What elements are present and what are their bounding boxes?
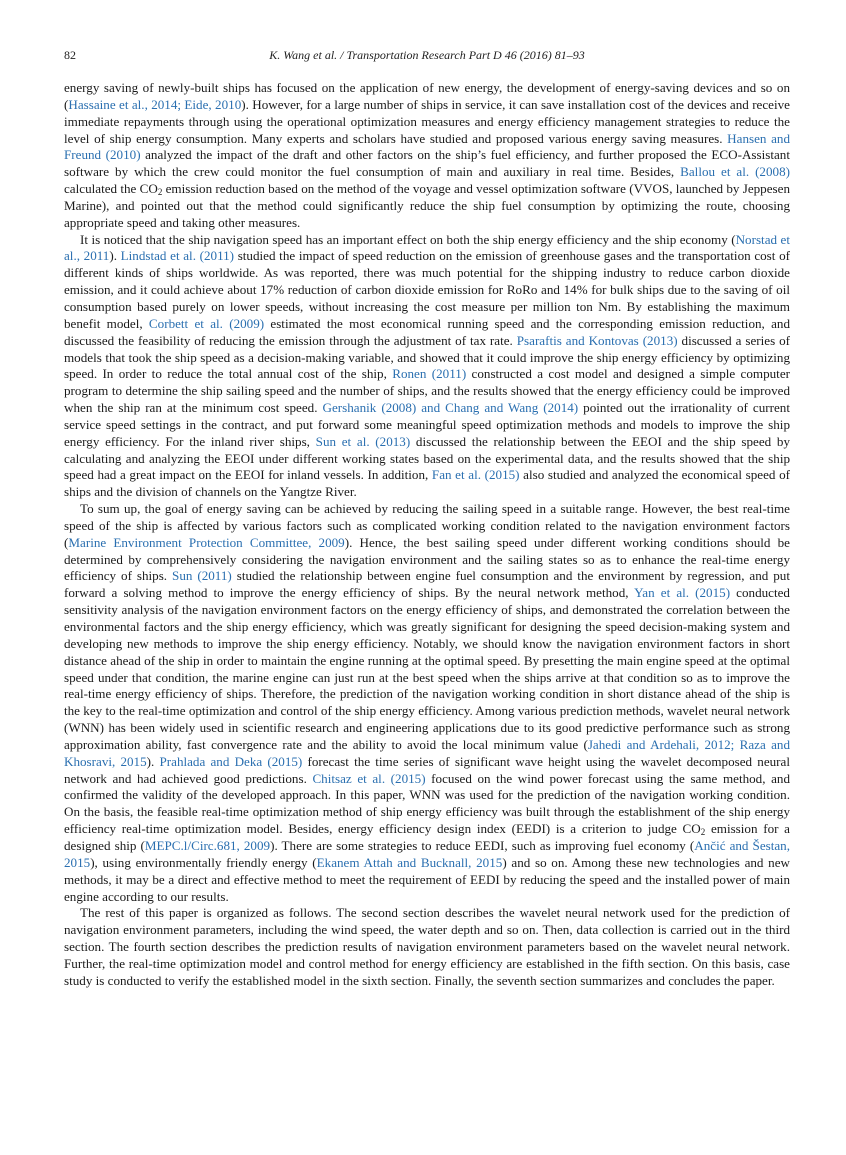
citation-link[interactable]: Yan et al. (2015) xyxy=(634,585,731,601)
text-run: emission reduction based on the method of the voyage and vessel optimization software (VVOS, launched by Jeppesen Marine), and pointed out that the method could significantly reduce the ship fuel consumption by optimizing the route, choosing appropriate speed and taking other measures. xyxy=(64,181,790,230)
citation-link[interactable]: Chitsaz et al. (2015) xyxy=(312,770,426,786)
text-run: ). xyxy=(146,753,160,769)
citation-link[interactable]: Hassaine et al., 2014; Eide, 2010 xyxy=(68,96,242,112)
citation-link[interactable]: Norstad et al., 2011 xyxy=(64,231,790,264)
citation-link[interactable]: Prahlada and Deka (2015) xyxy=(159,753,303,769)
text-run: studied the impact of speed reduction on the emission of greenhouse gases and the transportation cost of different kinds of ships worldwide. As was reported, there was much potential for the shipping industry to reduce carbon dioxide emission, and it could achieve about 17% reduction of carbon dioxide emission for RoRo and 14% for bulk ships due to the saving of oil consumption based purely on lower speeds, without increasing the cost measure per million ton Nm. By establishing the maximum benefit model, xyxy=(64,248,790,331)
text-run: energy saving of newly-built ships has focused on the application of new energy, the development of energy-saving devices and so on ( xyxy=(64,80,790,112)
text-run: discussed the relationship between the EEOI and the ship speed by calculating and analyzing the EEOI under different working states based on the experimental data, and the results showed that the ship speed had a great impact on the EEOI for inland vessels. In addition, xyxy=(64,433,791,483)
citation-link[interactable]: Sun et al. (2013) xyxy=(315,433,411,449)
text-run: constructed a cost model and designed a simple computer program to determine the ship sailing speed and the number of ships, and the results showed that the energy efficiency could be improved when the ship ran at the minimum cost speed. xyxy=(64,366,790,416)
citation-link[interactable]: Psaraftis and Kontovas (2013) xyxy=(516,332,678,348)
text-run: It is noticed that the ship navigation speed has an important effect on both the ship energy efficiency and the ship economy ( xyxy=(80,231,736,247)
citation-link[interactable]: MEPC.l/Circ.681, 2009 xyxy=(144,837,271,853)
citation-link[interactable]: Ančić and Šestan, 2015 xyxy=(64,837,791,870)
text-run: ). Hence, the best sailing speed under different working conditions should be determined by comprehensively considering the navigation environment and the sailing states so as to enhance the real-time energy efficiency of ships. xyxy=(64,534,790,584)
text-run: The rest of this paper is organized as follows. The second section describes the wavelet neural network used for the prediction of navigation environment parameters, including the wind speed, the water depth and so on. Then, data collection is carried out in the third section. The fourth section describes the prediction results of navigation environment parameters based on the wavelet neural network. Further, the real-time optimization model and control method for energy efficiency are established in the fifth section. On this basis, case study is conducted to verify the established model in the sixth section. Finally, the seventh section summarizes and concludes the paper. xyxy=(64,905,790,988)
text-run: ), using environmentally friendly energy ( xyxy=(90,854,317,870)
text-run: studied the relationship between engine fuel consumption and the environment by regression, and put forward a solving method to improve the energy efficiency of ships. By the neural network method, xyxy=(64,568,790,601)
page-header xyxy=(64,48,790,66)
paragraph-1 xyxy=(64,80,790,232)
text-run: pointed out the irrationality of current service speed settings in the contract, and put forward some meaningful speed optimization methods and models to improve the ship energy efficiency. For the inland river ships, xyxy=(64,400,790,449)
subscript: 2 xyxy=(157,187,163,198)
text-run: also studied and analyzed the economical speed of ships and the division of channels on the Yangtze River. xyxy=(64,467,790,500)
text-run: conducted sensitivity analysis of the navigation environment factors on the energy efficiency of ships, and demonstrated the correlation between the environmental factors and the ship energy efficiency, which was greatly significant for designing the speed decision-making system and developing new methods to improve the ship energy efficiency. Notably, we should know the navigation environment factors in short distance ahead of the ship in order to maintain the engine running at the optimal speed. By presetting the main engine speed at the optimal speed under that condition, the marine engine can just run at the best speed when the ships arrive at that condition so as to improve the real-time energy efficiency of ships. Therefore, the prediction of the navigation working condition in short distance ahead of the ship is the key to the real-time optimization and control of the ship energy efficiency. Among various prediction methods, wavelet neural network (WNN) has been widely used in scientific research and engineering applications due to its good predictive performance such as strong approximation ability, fast convergence rate and the ability to avoid the local minimum value ( xyxy=(64,585,790,752)
subscript: 2 xyxy=(700,827,706,838)
text-run: analyzed the impact of the draft and other factors on the ship’s fuel efficiency, and further proposed the ECO-Assistant software by which the crew could monitor the fuel consumption of main and auxiliary in real time. Besides, xyxy=(64,147,790,180)
text-run: ). However, for a large number of ships in service, it can save installation cost of the devices and receive immediate repayments through using the operational optimization measures and energy efficiency management strategies to reduce the level of ship energy consumption. Many experts and scholars have studied and proposed various energy saving measures. xyxy=(64,96,790,146)
page-number: 82 xyxy=(64,48,76,62)
text-run: estimated the most economical running speed and the corresponding emission reduction, and discussed the feasibility of reducing the emission through the adjustment of tax rate. xyxy=(64,315,790,348)
citation-link[interactable]: Fan et al. (2015) xyxy=(431,467,520,483)
text-run: calculated the CO xyxy=(64,181,158,197)
text-run: ). xyxy=(109,248,121,264)
citation-link[interactable]: Sun (2011) xyxy=(172,568,232,584)
citation-link[interactable]: Ballou et al. (2008) xyxy=(680,164,790,180)
running-title: K. Wang et al. / Transportation Research Part D 46 (2016) 81–93 xyxy=(269,48,585,62)
citation-link[interactable]: Ronen (2011) xyxy=(392,366,467,382)
article-body xyxy=(64,80,790,990)
text-run: discussed a series of models that took the ship speed as a decision-making variable, and showed that it could improve the ship energy efficiency by optimizing speed. In order to reduce the total annual cost of the ship, xyxy=(64,332,791,382)
text-run: emission for a designed ship ( xyxy=(64,821,790,853)
text-run: ). There are some strategies to reduce EEDI, such as improving fuel economy ( xyxy=(270,837,695,853)
text-run: To sum up, the goal of energy saving can be achieved by reducing the sailing speed in a suitable range. However, the best real-time speed of the ship is affected by various factors such as complicated working condition related to the navigation environment factors ( xyxy=(64,501,790,550)
text-run: focused on the wind power forecast using the same method, and confirmed the validity of the developed approach. In this paper, WNN was used for the prediction of the navigation working condition. On the basis, the feasible real-time optimization method of ship energy efficiency was built through the establishment of the ship energy efficiency real-time optimization model. Besides, energy efficiency design index (EEDI) is a criterion to judge CO xyxy=(64,770,790,837)
citation-link[interactable]: Jahedi and Ardehali, 2012; Raza and Khosravi, 2015 xyxy=(64,736,790,769)
citation-link[interactable]: Corbett et al. (2009) xyxy=(148,315,265,331)
citation-link[interactable]: Ekanem Attah and Bucknall, 2015 xyxy=(316,854,503,870)
paragraph-3 xyxy=(64,501,790,905)
citation-link[interactable]: Lindstad et al. (2011) xyxy=(120,248,235,264)
text-run: ) and so on. Among these new technologies and new methods, it may be a direct and effective method to meet the requirement of EEDI by reducing the speed and the installed power of main engine according to our results. xyxy=(64,854,790,904)
paragraph-4 xyxy=(64,905,790,989)
citation-link[interactable]: Hansen and Freund (2010) xyxy=(64,130,790,163)
citation-link[interactable]: Marine Environment Protection Committee, 2009 xyxy=(68,534,345,550)
citation-link[interactable]: Gershanik (2008) and Chang and Wang (2014) xyxy=(322,400,579,416)
paragraph-2 xyxy=(64,232,790,502)
text-run: forecast the time series of significant wave height using the wavelet decomposed neural network and had achieved good predictions. xyxy=(64,753,790,786)
